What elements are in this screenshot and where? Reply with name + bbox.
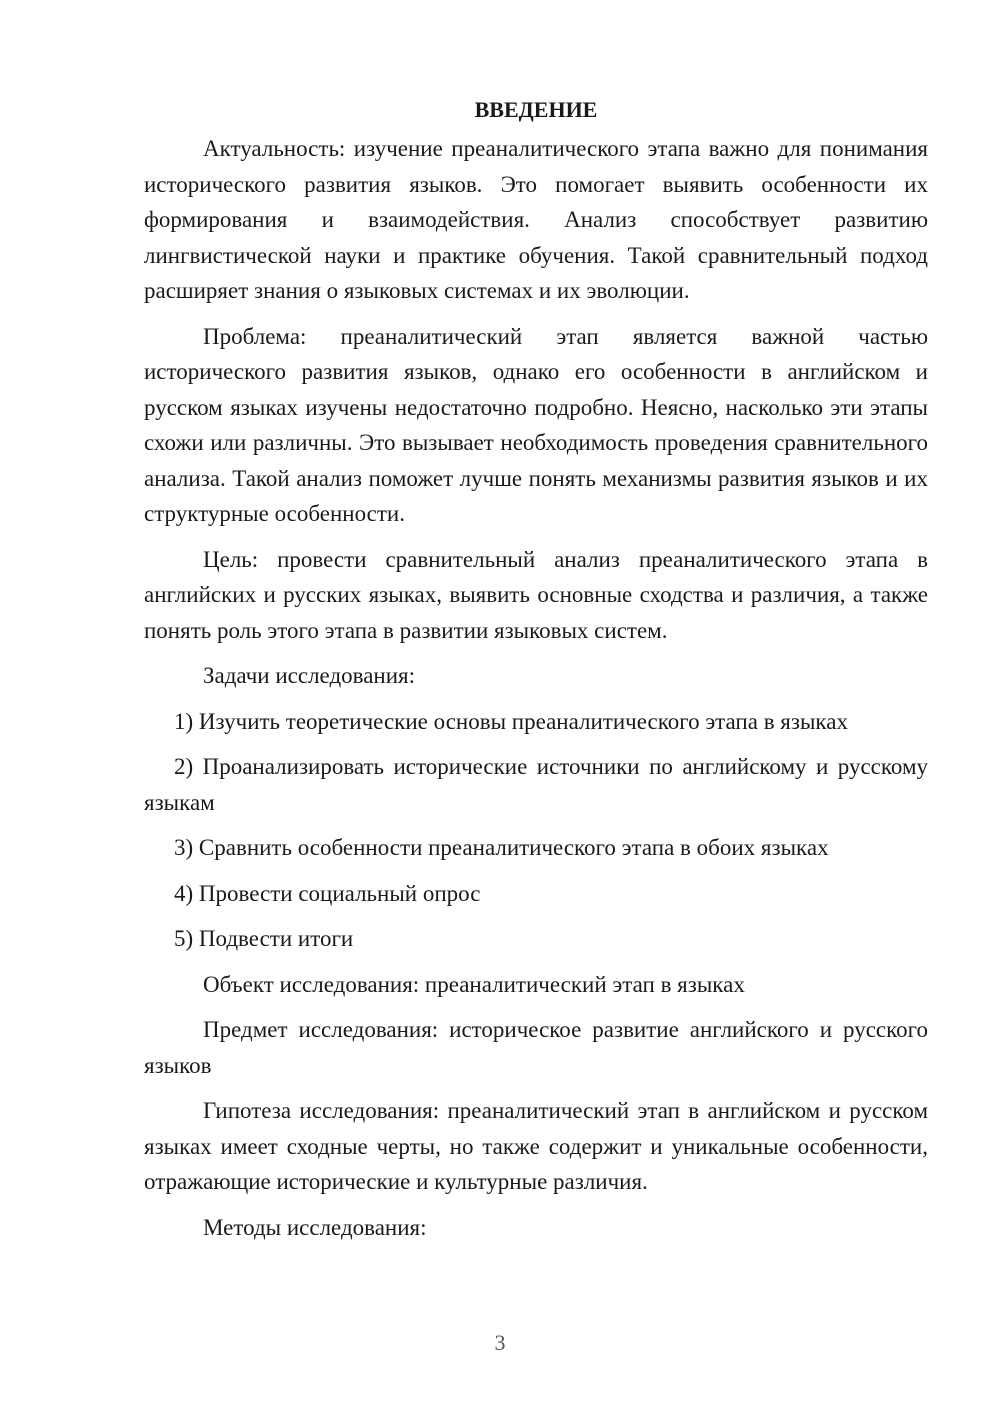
task-item-1: 1) Изучить теоретические основы преаналитического этапа в языках	[174, 708, 848, 734]
paragraph-goal: Цель: провести сравнительный анализ преаналитического этапа в английских и русских языках, выявить основные сходства и различия, а также понять роль этого этапа в развитии языковых систем.	[144, 546, 928, 643]
page-number: 3	[494, 1330, 506, 1355]
document-page	[144, 92, 928, 1255]
paragraph-tasks-heading: Задачи исследования:	[203, 663, 416, 688]
task-item-5: 5) Подвести итоги	[174, 926, 354, 951]
paragraph-subject: Предмет исследования: историческое развитие английского и русского языков	[144, 1017, 928, 1078]
paragraph-hypothesis: Гипотеза исследования: преаналитический этап в английском и русском языках имеет сходные черты, но также содержит и уникальные особенности, отражающие исторические и культурные различия.	[144, 1098, 928, 1194]
task-item-4: 4) Провести социальный опрос	[174, 880, 481, 906]
paragraph-object: Объект исследования: преаналитический этап в языках	[203, 971, 745, 997]
task-item-2: 2) Проанализировать исторические источники по английскому и русскому языкам	[144, 754, 928, 815]
task-item-3: 3) Сравнить особенности преаналитического этапа в обоих языках	[174, 835, 829, 860]
paragraph-problem: Проблема: преаналитический этап является важной частью исторического развития языков, однако его особенности в английском и русском языках изучены недостаточно подробно. Неясно, насколько эти этапы схожи или различны. Это вызывает необходимость проведения сравнительного анализа. Такой анализ поможет лучше понять механизмы развития языков и их структурные особенности.	[144, 323, 928, 526]
paragraph-methods-heading: Методы исследования:	[203, 1214, 427, 1240]
section-title: ВВЕДЕНИЕ	[474, 97, 598, 122]
paragraph-relevance: Актуальность: изучение преаналитического этапа важно для понимания исторического развития языков. Это помогает выявить особенности их формирования и взаимодействия. Анализ способствует развитию лингвистической науки и практике обучения. Такой сравнительный подход расширяет знания о языковых системах и их эволюции.	[144, 136, 928, 303]
